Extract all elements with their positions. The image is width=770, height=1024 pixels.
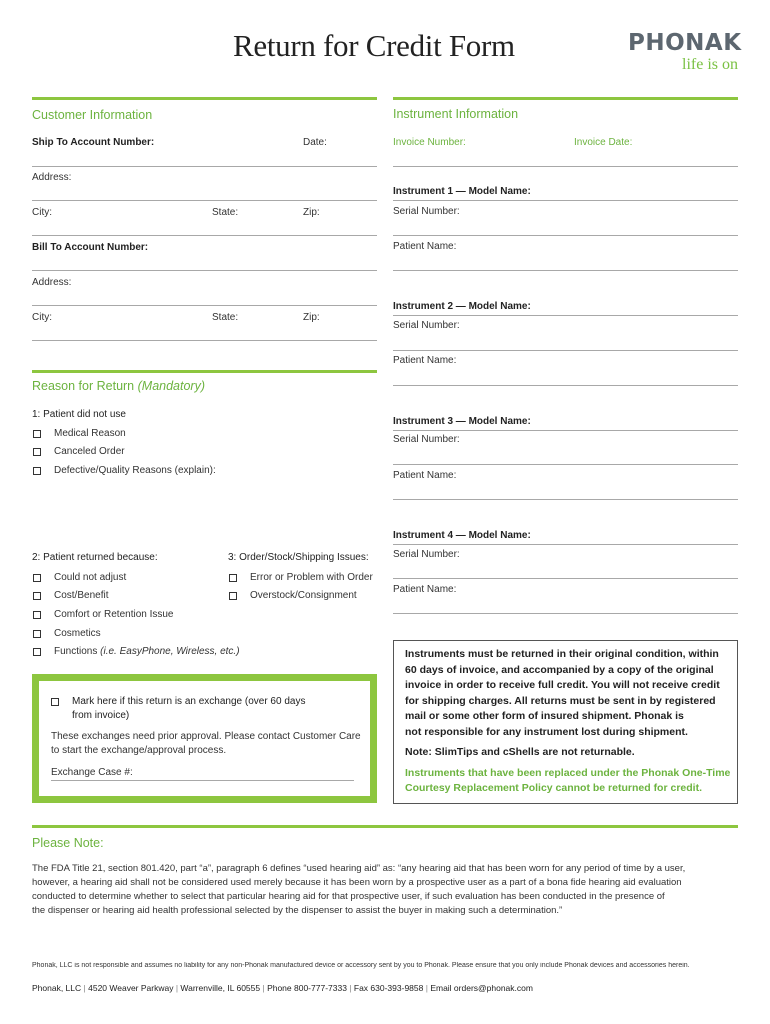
- notice-line: for shipping charges. All returns must be sent in by registered: [405, 694, 716, 707]
- phonak-logo: [628, 30, 740, 78]
- instrument-4-patient-label: Patient Name:: [393, 584, 457, 595]
- notice-line: Instruments must be returned in their original condition, within: [405, 648, 719, 660]
- please-note-line: The FDA Title 21, section 801.420, part “a”, paragraph 6 defines “used hearing aid” as: “any hearing aid that has been worn for any period of time by a user,: [32, 863, 686, 874]
- option-label: Cosmetics: [54, 628, 101, 639]
- functions-label: Functions: [54, 646, 98, 657]
- ship-to-line[interactable]: [32, 166, 377, 167]
- exchange-line1: Mark here if this return is an exchange (over 60 days: [72, 696, 306, 707]
- checkbox[interactable]: [33, 448, 41, 456]
- exchange-line2: from invoice): [72, 710, 130, 721]
- instrument-1-model-label: Instrument 1 — Model Name:: [393, 186, 531, 197]
- customer-heading: Customer Information: [32, 108, 153, 122]
- footer: Phonak, LLC | 4520 Weaver Parkway | Warrenville, IL 60555 | Phone 800-777-7333 | Fax 630-393-9858 | Email orders@phonak.com: [32, 983, 533, 993]
- option-label: Error or Problem with Order: [250, 572, 373, 583]
- reason-heading-text: Reason for Return: [32, 379, 135, 393]
- notice-line: not responsible for any instrument lost during shipment.: [405, 725, 688, 738]
- state-label: State:: [212, 207, 239, 218]
- checkbox[interactable]: [33, 467, 41, 475]
- instrument-1-patient-line[interactable]: [393, 270, 738, 271]
- address2-label: Address:: [32, 277, 72, 288]
- checkbox[interactable]: [33, 648, 41, 656]
- zip2-label: Zip:: [303, 312, 320, 323]
- instrument-3-patient-label: Patient Name:: [393, 470, 457, 481]
- group3-title: 3: Order/Stock/Shipping Issues:: [228, 552, 369, 563]
- footer-fax: Fax 630-393-9858: [353, 983, 424, 993]
- instrument-3-serial-line[interactable]: [393, 464, 738, 465]
- checkbox[interactable]: [33, 592, 41, 600]
- group2-option-adjust[interactable]: [33, 572, 126, 583]
- reason-heading: [32, 379, 205, 393]
- city2-label: City:: [32, 312, 52, 323]
- checkbox[interactable]: [33, 611, 41, 619]
- instrument-heading: Instrument Information: [393, 107, 519, 121]
- instrument-3-model-line[interactable]: [393, 430, 738, 431]
- instrument-1-patient-label: Patient Name:: [393, 241, 457, 252]
- instrument-1-serial-label: Serial Number:: [393, 206, 460, 217]
- invoice-number-label: Invoice Number:: [393, 137, 466, 148]
- group2-option-cosmetics[interactable]: [33, 628, 101, 639]
- instrument-3-model-label: Instrument 3 — Model Name:: [393, 416, 531, 427]
- footer-company: Phonak, LLC: [32, 983, 82, 993]
- exchange-box: [32, 674, 377, 803]
- checkbox[interactable]: [229, 574, 237, 582]
- please-note-line: conducted to determine whether to select that particular hearing aid for that prospective user, if such evaluation has been conducted in the presence of: [32, 891, 665, 902]
- option-label: Could not adjust: [54, 572, 127, 583]
- city2-line[interactable]: [32, 340, 377, 341]
- please-note-heading: Please Note:: [32, 836, 104, 850]
- notice-line: 60 days of invoice, and accompanied by a copy of the original: [405, 663, 714, 676]
- exchange-approval2: to start the exchange/approval process.: [51, 745, 227, 756]
- exchange-checkbox-row[interactable]: [51, 696, 305, 707]
- state2-label: State:: [212, 312, 239, 323]
- footer-phone: Phone 800-777-7333: [267, 983, 347, 993]
- ship-to-account-label: Ship To Account Number:: [32, 137, 155, 148]
- checkbox[interactable]: [33, 574, 41, 582]
- group2-title: 2: Patient returned because:: [32, 552, 158, 563]
- bill-to-account-label: Bill To Account Number:: [32, 242, 149, 253]
- notice-green-2: Courtesy Replacement Policy cannot be returned for credit.: [405, 782, 702, 794]
- option-label: Canceled Order: [54, 446, 125, 457]
- exchange-approval1: These exchanges need prior approval. Please contact Customer Care: [51, 731, 361, 742]
- exchange-checkbox[interactable]: [51, 698, 59, 706]
- functions-note: (i.e. EasyPhone, Wireless, etc.): [100, 646, 240, 657]
- instrument-1-serial-line[interactable]: [393, 235, 738, 236]
- invoice-line[interactable]: [393, 166, 738, 167]
- please-note-rule: [32, 825, 738, 828]
- page-title: Return for Credit Form: [233, 28, 515, 63]
- option-label: Overstock/Consignment: [250, 590, 357, 601]
- exchange-case-line[interactable]: [51, 780, 354, 781]
- address-line[interactable]: [32, 200, 377, 201]
- reason-heading-note: (Mandatory): [137, 379, 206, 393]
- disclaimer: Phonak, LLC is not responsible and assumes no liability for any non-Phonak manufactured device or accessory sent by you to Phonak. Please ensure that you only include Phonak devices and accessories herein.: [32, 962, 690, 969]
- group2-option-comfort[interactable]: [33, 609, 174, 620]
- city-line[interactable]: [32, 235, 377, 236]
- instrument-4-serial-line[interactable]: [393, 578, 738, 579]
- instrument-2-patient-line[interactable]: [393, 385, 738, 386]
- address-label: Address:: [32, 172, 72, 183]
- instrument-2-serial-label: Serial Number:: [393, 320, 460, 331]
- option-label: Comfort or Retention Issue: [54, 609, 174, 620]
- group2-option-cost[interactable]: [33, 590, 108, 601]
- instrument-rule: [393, 97, 738, 100]
- instrument-4-model-line[interactable]: [393, 544, 738, 545]
- group3-option-error[interactable]: [229, 572, 373, 583]
- notice-note: Note: SlimTips and cShells are not returnable.: [405, 746, 635, 758]
- option-label: Defective/Quality Reasons (explain):: [54, 465, 216, 476]
- instrument-2-model-line[interactable]: [393, 315, 738, 316]
- notice-line: mail or some other form of insured shipment. Phonak is: [405, 710, 684, 722]
- footer-address: 4520 Weaver Parkway: [88, 983, 174, 993]
- group1-option-medical[interactable]: [33, 428, 126, 439]
- instrument-4-model-label: Instrument 4 — Model Name:: [393, 530, 531, 541]
- return-policy-notice: [393, 640, 738, 804]
- city-label: City:: [32, 207, 52, 218]
- logo-tagline: life is on: [682, 56, 738, 73]
- instrument-2-model-label: Instrument 2 — Model Name:: [393, 301, 531, 312]
- please-note-line: the dispenser or hearing aid health professional selected by the dispenser to assist the buyer in making such a determination.”: [32, 905, 563, 916]
- reason-rule: [32, 370, 377, 373]
- option-label: Medical Reason: [54, 428, 126, 439]
- instrument-2-serial-line[interactable]: [393, 350, 738, 351]
- instrument-1-model-line[interactable]: [393, 200, 738, 201]
- instrument-2-patient-label: Patient Name:: [393, 355, 457, 366]
- instrument-3-serial-label: Serial Number:: [393, 434, 460, 445]
- group3-option-overstock[interactable]: [229, 590, 357, 601]
- checkbox[interactable]: [229, 592, 237, 600]
- invoice-date-label: Invoice Date:: [574, 137, 633, 148]
- please-note-body: [32, 862, 740, 918]
- notice-green-1: Instruments that have been replaced under the Phonak One-Time: [405, 766, 731, 779]
- group1-option-defective[interactable]: [33, 465, 216, 476]
- group2-option-functions[interactable]: [33, 646, 240, 657]
- checkbox[interactable]: [33, 430, 41, 438]
- checkbox[interactable]: [33, 630, 41, 638]
- notice-line: invoice in order to receive full credit. You will not receive credit: [405, 679, 720, 691]
- option-label: Cost/Benefit: [54, 590, 109, 601]
- notice-body: [405, 647, 730, 797]
- instrument-4-patient-line[interactable]: [393, 613, 738, 614]
- logo-word: PHONAK: [628, 30, 742, 56]
- bill-to-line[interactable]: [32, 270, 377, 271]
- option-label: [54, 646, 240, 657]
- footer-email[interactable]: Email orders@phonak.com: [430, 983, 533, 993]
- date-label: Date:: [303, 137, 327, 148]
- instrument-4-serial-label: Serial Number:: [393, 549, 460, 560]
- group1-title: 1: Patient did not use: [32, 409, 126, 420]
- footer-city: Warrenville, IL 60555: [180, 983, 261, 993]
- customer-rule: [32, 97, 377, 100]
- address2-line[interactable]: [32, 305, 377, 306]
- zip-label: Zip:: [303, 207, 320, 218]
- exchange-case-label: Exchange Case #:: [51, 767, 133, 778]
- group1-option-canceled[interactable]: [33, 446, 125, 457]
- instrument-3-patient-line[interactable]: [393, 499, 738, 500]
- please-note-line: however, a hearing aid shall not be considered used merely because it has been worn by a prospective user as a part of a bona fide hearing aid evaluation: [32, 877, 682, 888]
